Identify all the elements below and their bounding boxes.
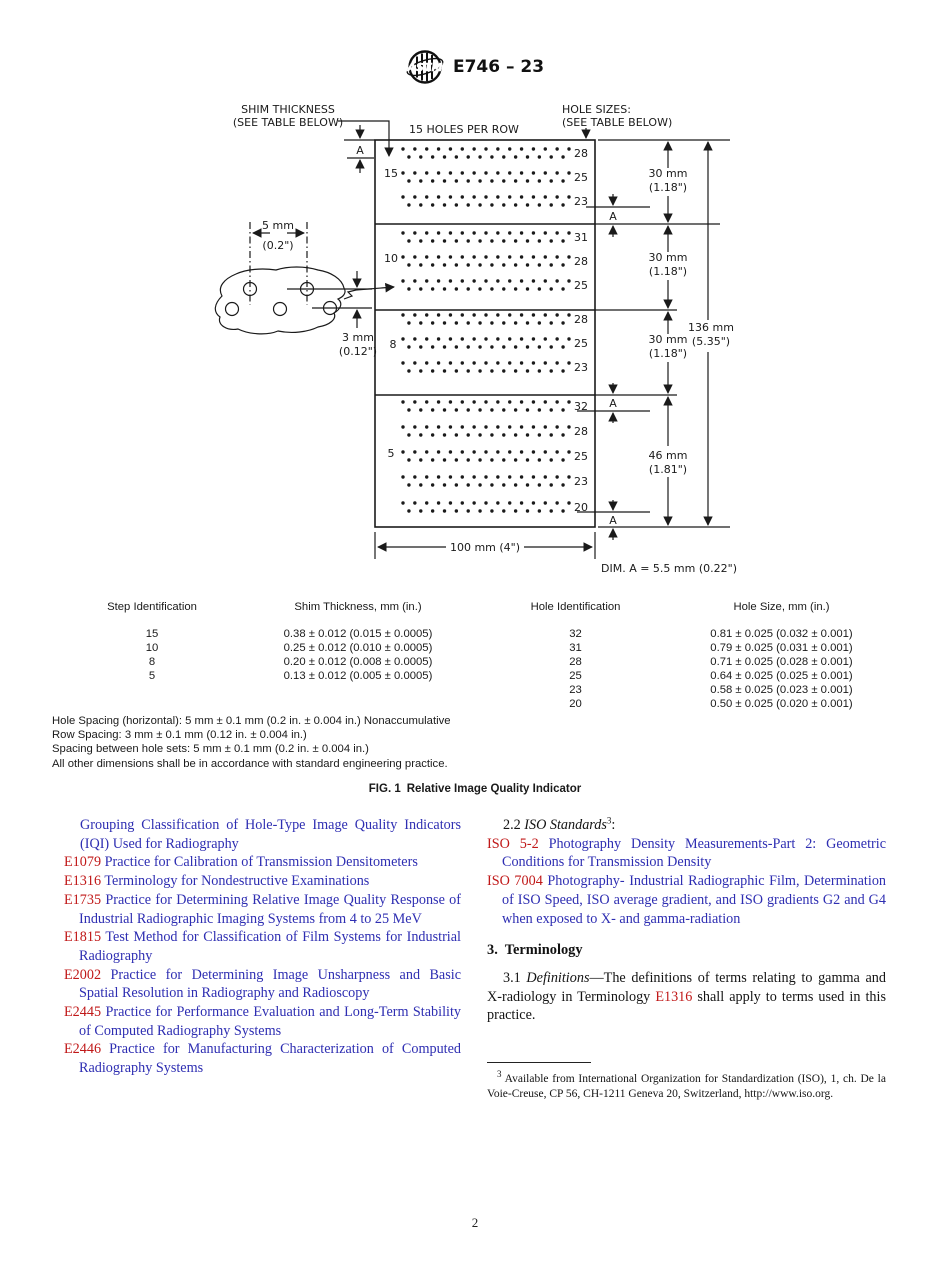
table-header-cell: Shim Thickness, mm (in.): [294, 601, 422, 613]
ref-title[interactable]: Terminology for Nondestructive Examinations: [104, 873, 370, 890]
dim-a-label: A: [609, 514, 617, 527]
hole-sizes-label: HOLE SIZES:: [562, 103, 631, 116]
ref-code[interactable]: E1316: [655, 988, 693, 1005]
table-row: [52, 627, 464, 641]
terminology-heading: 3. Terminology: [487, 942, 583, 959]
paragraph-text: —The definitions of terms relating to gamma and X-radiology in Terminology: [487, 969, 886, 1005]
ref-code[interactable]: E2002: [64, 966, 102, 983]
dim-30mm-label2: (1.18"): [648, 265, 688, 278]
ref-entry: [64, 872, 461, 891]
dim-30mm-label2: (1.18"): [648, 181, 688, 194]
ref-code[interactable]: E1735: [64, 891, 102, 908]
table-row: [488, 697, 900, 711]
figure-caption-label: FIG. 1: [368, 783, 401, 795]
table-row: [488, 655, 900, 669]
paragraph-text: shall apply to terms used in this practice.: [487, 988, 886, 1024]
dim-100mm-label: 100 mm (4"): [449, 541, 521, 554]
hole-size-table: [488, 600, 900, 711]
footnote: [487, 1069, 886, 1102]
hole-row-dots: [401, 337, 570, 348]
dim-136mm-label: 136 mm: [688, 321, 734, 334]
body-text: [64, 816, 886, 1102]
table-cell: 0.20 ± 0.012 (0.008 ± 0.0005): [283, 656, 433, 668]
dim-30mm-label: 30 mm: [648, 333, 688, 346]
standard-designation: E746 – 23: [452, 57, 545, 77]
holes-per-row-label: 15 HOLES PER ROW: [409, 123, 519, 136]
table-cell: 28: [569, 656, 582, 668]
table-cell: 0.13 ± 0.012 (0.005 ± 0.0005): [283, 670, 433, 682]
hole-row-dots: [401, 171, 570, 182]
table-cell: 0.81 ± 0.025 (0.032 ± 0.001): [710, 628, 853, 640]
ref-code[interactable]: E2446: [64, 1041, 102, 1058]
table-header-cell: Step Identification: [107, 601, 197, 613]
table-cell: 8: [148, 656, 156, 668]
footnote-rule: [487, 1062, 591, 1063]
table-row: [488, 669, 900, 683]
dim-30mm-label: 30 mm: [648, 251, 688, 264]
step-identification-label: 10: [384, 252, 398, 265]
page-number: 2: [471, 1215, 479, 1230]
ref-entry: [64, 1040, 461, 1077]
hole-row-dots: [401, 501, 570, 512]
ref-code[interactable]: ISO 7004: [487, 873, 543, 890]
step-identification-label: 15: [384, 167, 398, 180]
table-row: [52, 669, 464, 683]
table-cell: 0.64 ± 0.025 (0.025 ± 0.001): [710, 670, 853, 682]
hole-row-dots: [401, 450, 570, 461]
dim-30mm-label2: (1.18"): [648, 347, 688, 360]
hole-identification-label: 25: [574, 171, 588, 184]
colon: :: [611, 817, 616, 833]
shim-thickness-label: SHIM THICKNESS: [241, 103, 335, 116]
iso-section-heading: [487, 816, 886, 835]
hole-identification-label: 23: [574, 195, 588, 208]
ref-title[interactable]: Photography- Industrial Radiographic Film, Determination of ISO Speed, ISO average gradient, and ISO gradients G2 and G4 when exposed to X- and gamma-radiation: [502, 873, 887, 927]
section-number: 2.2: [503, 817, 521, 833]
dim-3mm-label2: (0.12"): [338, 345, 378, 358]
ref-title[interactable]: Practice for Determining Image Unsharpness and Basic Spatial Resolution in Radiography and Radioscopy: [79, 966, 461, 1002]
shim-thickness-table: [52, 600, 464, 683]
hole-identification-label: 25: [574, 279, 588, 292]
table-row: [52, 641, 464, 655]
dim-5mm-label2: (0.2"): [262, 239, 294, 252]
figure-notes: [52, 714, 451, 771]
table-cell: 5: [148, 670, 156, 682]
note-line: All other dimensions shall be in accordance with standard engineering practice.: [52, 757, 448, 770]
table-cell: 32: [569, 628, 582, 640]
ref-entry: [64, 966, 461, 1003]
table-cell: 0.58 ± 0.025 (0.023 ± 0.001): [710, 684, 853, 696]
note-line: Row Spacing: 3 mm ± 0.1 mm (0.12 in. ± 0.004 in.): [52, 729, 307, 742]
table-cell: 10: [145, 642, 159, 654]
hole-row-dots: [401, 313, 570, 324]
dim-46mm-label: 46 mm: [648, 449, 688, 462]
ref-entry: [64, 891, 461, 928]
dim-a-label: A: [356, 144, 364, 157]
hole-row-dots: [401, 475, 570, 486]
hole-row-dots: [401, 147, 570, 158]
dim-46mm-label2: (1.81"): [648, 463, 688, 476]
hole-identification-label: 31: [574, 231, 588, 244]
hole-identification-label: 28: [574, 313, 588, 326]
defined-term: Definitions: [526, 969, 590, 986]
note-line: Hole Spacing (horizontal): 5 mm ± 0.1 mm (0.2 in. ± 0.004 in.) Nonaccumulative: [52, 715, 451, 727]
table-cell: 23: [569, 684, 582, 696]
hole-identification-label: 25: [574, 450, 588, 463]
hole-identification-label: 28: [574, 425, 588, 438]
table-cell: 15: [145, 628, 159, 640]
figure-caption: [0, 783, 950, 795]
hole-identification-label: 20: [574, 501, 588, 514]
ref-entry: [64, 928, 461, 965]
ref-code[interactable]: ISO 5-2: [487, 835, 539, 852]
note-line: Spacing between hole sets: 5 mm ± 0.1 mm (0.2 in. ± 0.004 in.): [52, 743, 369, 756]
ref-title[interactable]: Practice for Manufacturing Characterization of Computed Radiography Systems: [79, 1041, 461, 1077]
table-header-cell: Hole Size, mm (in.): [733, 601, 830, 613]
ref-title[interactable]: Practice for Performance Evaluation and Long-Term Stability of Computed Radiography Systems: [79, 1004, 462, 1039]
footnote-marker: 3: [606, 815, 612, 826]
svg-text:ASTM: ASTM: [407, 61, 443, 74]
ref-code[interactable]: E1079: [64, 854, 102, 871]
hole-identification-label: 28: [574, 255, 588, 268]
footnote-text: Available from International Organization for Standardization (ISO), 1, ch. De la Voie-Creuse, CP 56, CH-1211 Geneva 20, Switzerland, http://www.iso.org.: [487, 1073, 886, 1100]
hole-identification-label: 23: [574, 361, 588, 374]
table-cell: 0.71 ± 0.025 (0.028 ± 0.001): [710, 656, 853, 668]
ref-title[interactable]: Practice for Calibration of Transmission Densitometers: [104, 854, 418, 871]
hole-row-dots: [401, 361, 570, 372]
hole-row-dots: [401, 425, 570, 436]
references-column-right: [487, 816, 886, 1102]
ref-title[interactable]: Grouping Classification of Hole-Type Image Quality Indicators (IQI) Used for Radiography: [80, 817, 461, 852]
table-row: [488, 683, 900, 697]
section-title: ISO Standards: [524, 817, 607, 833]
dim-136mm-label2: (5.35"): [691, 335, 731, 348]
hole-row-dots: [401, 195, 570, 206]
hole-identification-label: 32: [574, 400, 588, 413]
table-cell: 20: [569, 698, 582, 710]
step-identification-label: 5: [387, 447, 395, 460]
ref-code[interactable]: E2445: [64, 1004, 102, 1021]
table-row: [488, 627, 900, 641]
table-cell: 0.25 ± 0.012 (0.010 ± 0.0005): [283, 642, 433, 654]
ref-code[interactable]: E1316: [64, 873, 102, 890]
hole-row-dots: [401, 231, 570, 242]
ref-entry: [487, 835, 886, 872]
dim-a-label: A: [609, 210, 617, 223]
hole-row-dots: [401, 279, 570, 290]
dim-30mm-label: 30 mm: [648, 167, 688, 180]
hole-identification-label: 23: [574, 475, 588, 488]
step-identification-label: 8: [389, 338, 397, 351]
hole-detail-blob: [215, 267, 345, 334]
shim-thickness-label2: (SEE TABLE BELOW): [232, 116, 344, 129]
ref-title[interactable]: Test Method for Classification of Film Systems for Industrial Radiography: [79, 929, 461, 964]
terminology-paragraph: [487, 969, 886, 1025]
table-header-cell: Hole Identification: [530, 601, 621, 613]
dim-5mm-label: 5 mm: [262, 219, 294, 232]
ref-entry-continuation: [64, 816, 461, 853]
hole-sizes-label2: (SEE TABLE BELOW): [562, 116, 673, 129]
dim-a-note: DIM. A = 5.5 mm (0.22"): [601, 562, 737, 575]
hole-identification-label: 25: [574, 337, 588, 350]
ref-entry: [64, 853, 461, 872]
table-cell: 31: [569, 642, 582, 654]
table-cell: 0.38 ± 0.012 (0.015 ± 0.0005): [283, 628, 433, 640]
ref-entry: [64, 1003, 461, 1040]
ref-entry: [487, 872, 886, 928]
ref-code[interactable]: E1815: [64, 929, 102, 946]
paragraph-number: 3.1: [503, 969, 521, 986]
hole-sets: [384, 147, 588, 514]
dim-a-label: A: [609, 397, 617, 410]
ref-title[interactable]: Practice for Determining Relative Image Quality Response of Industrial Radiographic Imaging Systems from 4 to 25 MeV: [79, 891, 462, 927]
hole-identification-label: 28: [574, 147, 588, 160]
hole-row-dots: [401, 255, 570, 266]
references-column-left: [64, 816, 461, 1102]
figure-caption-title: Relative Image Quality Indicator: [406, 783, 582, 795]
table-cell: 25: [569, 670, 582, 682]
dim-3mm-label: 3 mm: [342, 331, 374, 344]
table-row: [488, 641, 900, 655]
table-cell: 0.50 ± 0.025 (0.020 ± 0.001): [710, 698, 853, 710]
hole-row-dots: [401, 400, 570, 411]
table-row: [52, 655, 464, 669]
riqi-figure: [0, 0, 950, 600]
footnote-marker: 3: [497, 1069, 502, 1080]
ref-title[interactable]: Photography Density Measurements-Part 2: Geometric Conditions for Transmission Density: [502, 835, 886, 871]
table-cell: 0.79 ± 0.025 (0.031 ± 0.001): [710, 642, 853, 654]
